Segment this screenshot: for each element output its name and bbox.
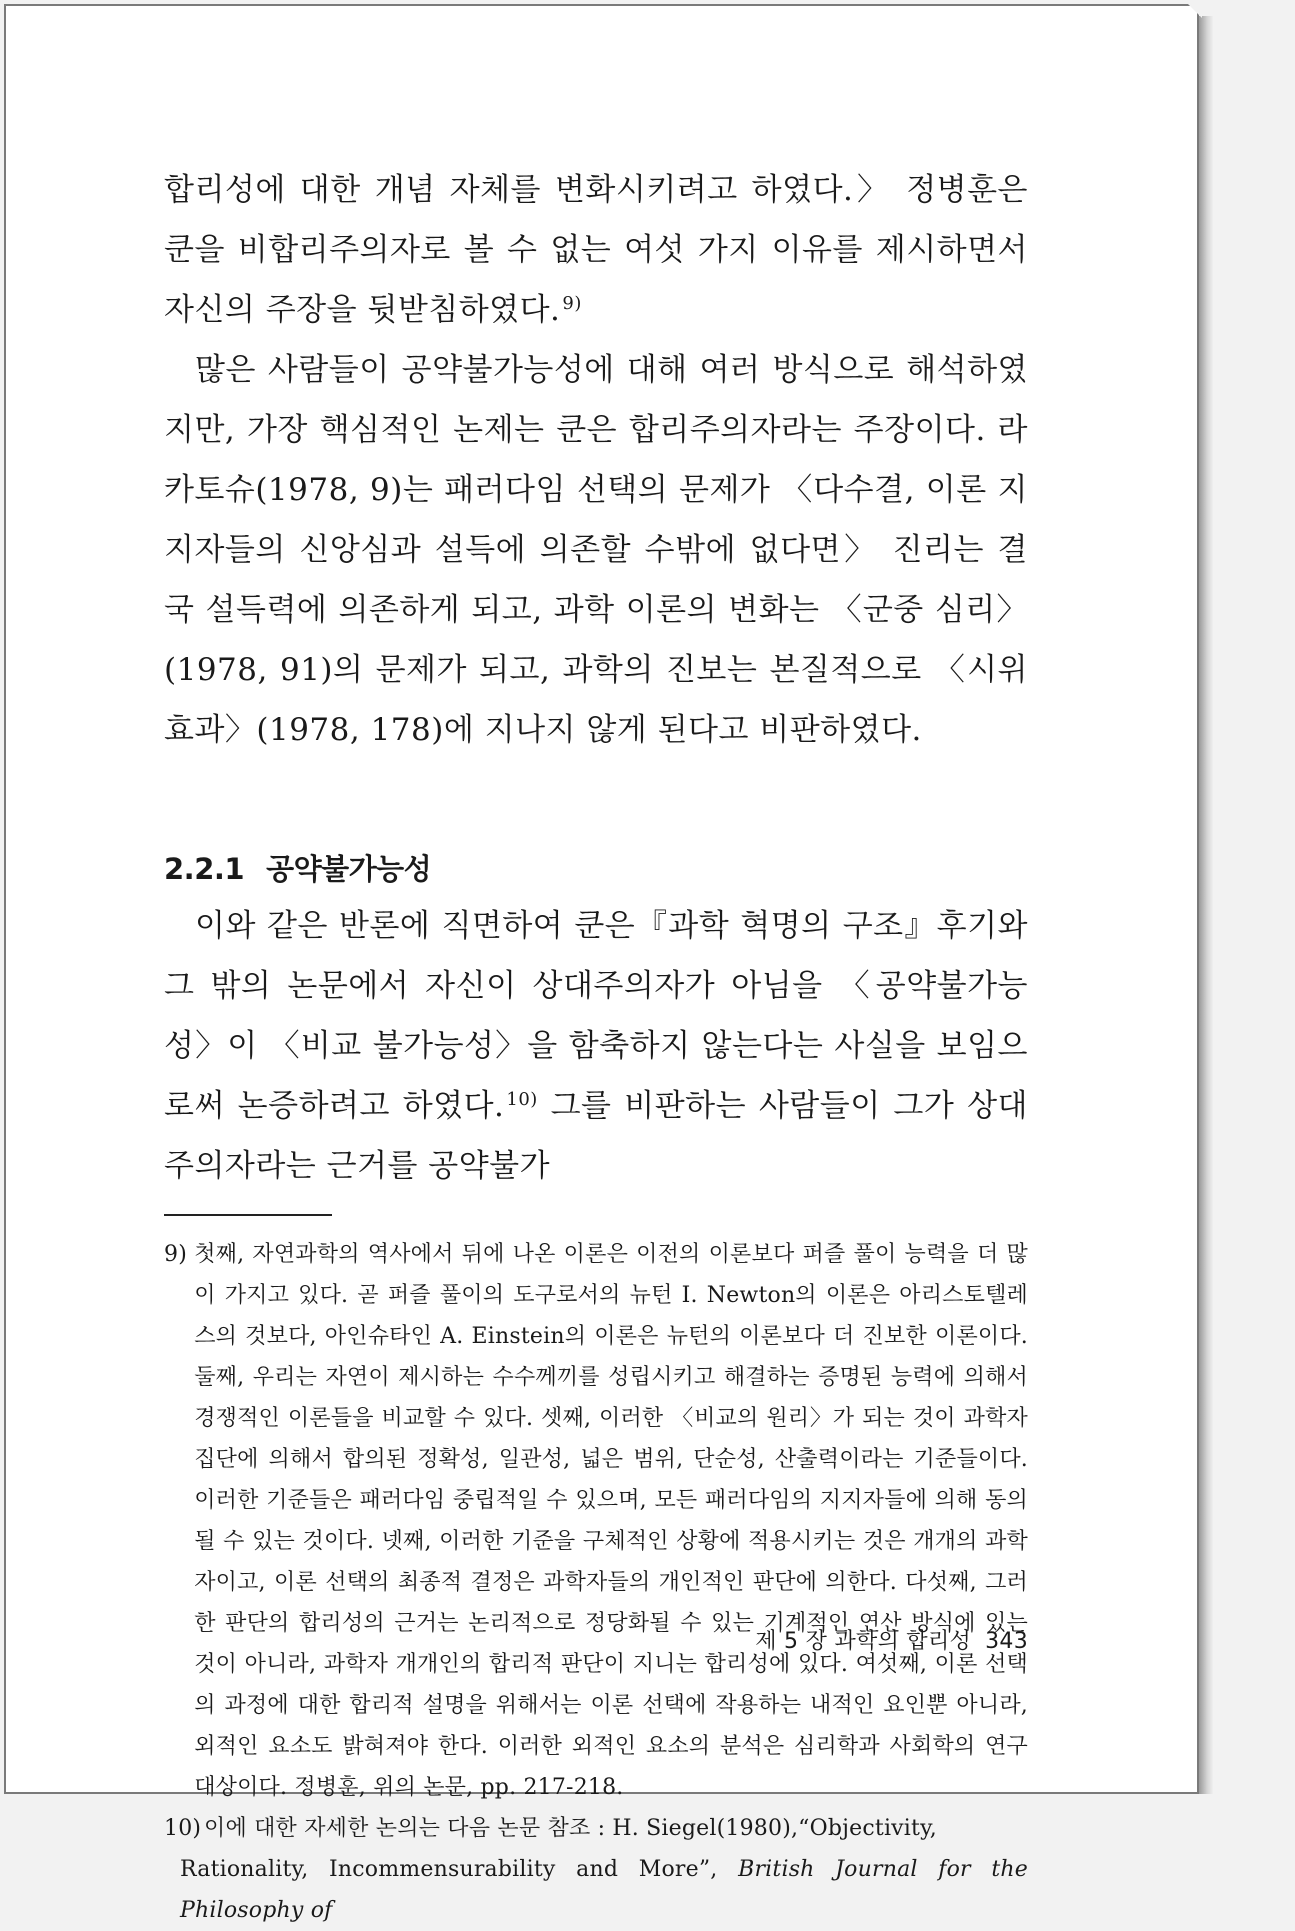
footnote-divider xyxy=(164,1214,332,1216)
page-edge-shadow xyxy=(1199,16,1213,1794)
section-paragraph: 이와 같은 반론에 직면하여 쿤은『과학 혁명의 구조』후기와 그 밖의 논문에서 자신이 상대주의자가 아님을 〈공약불가능성〉이 〈비교 불가능성〉을 함축하지 않는다는 사실을 보임으로써 논증하려고 하였다. $^{10)}$ 그를 비판하는 사람들이 그가 상대주의자라는 근거를 공약불가 xyxy=(164,908,1028,1184)
folded-corner xyxy=(1186,2,1202,18)
footnote-ref-9[interactable]: 9) xyxy=(562,293,582,314)
footnote-number: 9) xyxy=(164,1242,195,1267)
footnote-text: 이에 대한 자세한 논의는 다음 논문 참조 : H. Siegel(1980),“Objectivity, xyxy=(204,1816,937,1841)
section-number: 2.2.1 xyxy=(164,852,245,886)
footnote-10-continued: Rationality, Incommensurability and More”, British Journal for the Philosophy of xyxy=(180,1857,1029,1923)
page-number: 343 xyxy=(985,1629,1028,1654)
paragraph-2: 많은 사람들이 공약불가능성에 대해 여러 방식으로 해석하였지만, 가장 핵심적인 논제는 쿤은 합리주의자라는 주장이다. 라카토슈(1978, 9)는 패러다임 선택의 문제가 〈다수결, 이론 지지자들의 신앙심과 설득에 의존할 수밖에 없다면〉 진리는 결국 설득력에 의존하게 되고, 과학 이론의 변화는 〈군중 심리〉(1978, 91)의 문제가 되고, 과학의 진보는 본질적으로 〈시위 효과〉(1978, 178)에 지나지 않게 된다고 비판하였다. xyxy=(164,352,1028,748)
section-heading xyxy=(164,842,1028,896)
footnote-ref-10[interactable]: 10) xyxy=(506,1089,538,1110)
footnote-text: 첫째, 자연과학의 역사에서 뒤에 나온 이론은 이전의 이론보다 퍼즐 풀이 능력을 더 많이 가지고 있다. 곧 퍼즐 풀이의 도구로서의 뉴턴 I. Newton의 이론은 아리스토텔레스의 것보다, 아인슈타인 A. Einstein의 이론은 뉴턴의 이론보다 더 진보한 이론이다. 둘째, 우리는 자연이 제시하는 수수께끼를 성립시키고 해결하는 증명된 능력에 의해서 경쟁적인 이론들을 비교할 수 있다. 셋째, 이러한 〈비교의 원리〉가 되는 것이 과학자 집단에 의해서 합의된 정확성, 일관성, 넓은 범위, 단순성, 산출력이라는 기준들이다. 이러한 기준들은 패러다임 중립적일 수 있으며, 모든 패러다임의 지지자들에 의해 동의될 수 있는 것이다. 넷째, 이러한 기준을 구체적인 상황에 적용시키는 것은 개개의 과학자이고, 이론 선택의 최종적 결정은 과학자들의 개인적인 판단에 의한다. 다섯째, 그러한 판단의 합리성의 근거는 논리적으로 정당화될 수 있는 기계적인 연산 방식에 있는 것이 아니라, 과학자 개개인의 합리적 판단이 지니는 합리성에 있다. 여섯째, 이론 선택의 과정에 대한 합리적 설명을 위해서는 이론 선택에 작용하는 내적인 요인뿐 아니라, 외적인 요소도 밝혀져야 한다. 이러한 외적인 요소의 분석은 심리학과 사회학의 연구 대상이다. 정병훈, 위의 논문, pp. 217-218. xyxy=(194,1242,1028,1800)
page-content xyxy=(164,160,1028,1931)
paragraph-1: 합리성에 대한 개념 자체를 변화시키려고 하였다.〉 정병훈은 쿤을 비합리주의자로 볼 수 없는 여섯 가지 이유를 제시하면서 자신의 주장을 뒷받침하였다. $^{9)}$ xyxy=(164,172,1028,328)
footnotes xyxy=(164,1234,1028,1931)
footnote-number: 10) xyxy=(164,1816,209,1841)
running-head: 제 5 장 과학의 합리성 xyxy=(755,1629,972,1654)
section-title: 공약불가능성 xyxy=(266,852,432,886)
body-text xyxy=(164,160,1028,760)
page-footer xyxy=(640,1627,1028,1657)
footnote-9 xyxy=(164,1234,1028,1808)
journal-title: British Journal for the Philosophy of xyxy=(180,1857,1029,1923)
section-body xyxy=(164,896,1028,1196)
footnote-10 xyxy=(164,1808,1028,1849)
